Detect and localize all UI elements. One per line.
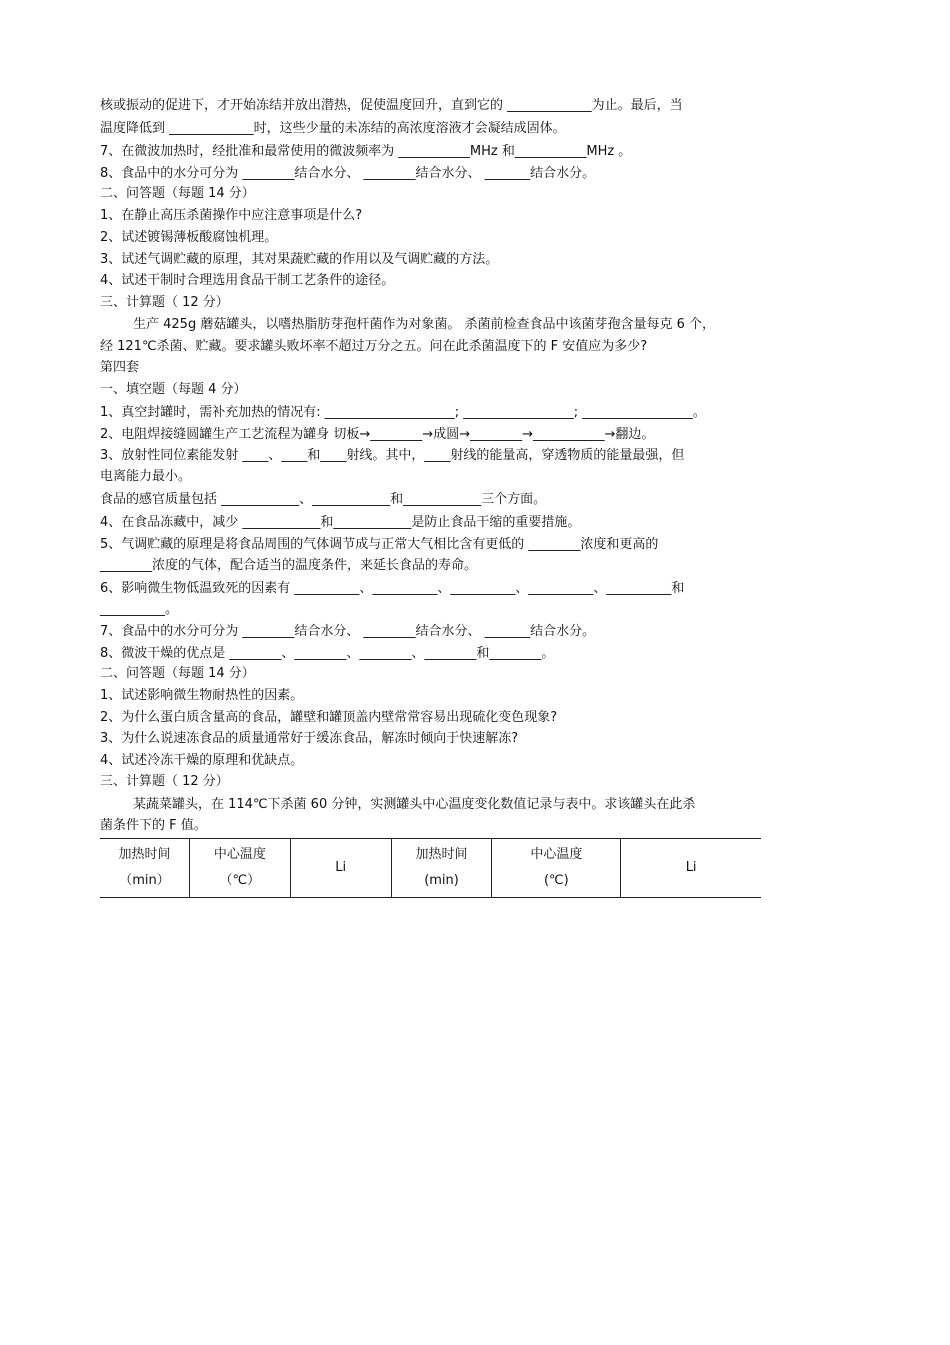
text-line: 7、在微波加热时，经批准和最常使用的微波频率为 ___________MHz 和___________MHz 。 — [100, 144, 632, 159]
problem-line: 经 121℃杀菌、贮藏。要求罐头败坏率不超过万分之五。问在此杀菌温度下的 F 安值应为多少? — [100, 339, 648, 354]
section-heading: 二、问答题（每题 14 分） — [100, 666, 255, 681]
problem-line: 某蔬菜罐头，在 114℃下杀菌 60 分钟，实测罐头中心温度变化数值记录与表中。求该罐头在此杀 — [133, 797, 696, 812]
text-line: 5、气调贮藏的原理是将食品周围的气体调节成与正常大气相比含有更低的 ________浓度和更高的 — [100, 537, 659, 552]
text-line: 7、食品中的水分可分为 ________结合水分、 ________结合水分、 _______结合水分。 — [100, 624, 596, 639]
set-title: 第四套 — [100, 360, 140, 375]
text-line: 温度降低到 _____________时，这些少量的未冻结的高浓度溶液才会凝结成固体。 — [100, 121, 566, 136]
question-line: 2、试述镀锡薄板酸腐蚀机理。 — [100, 230, 278, 245]
text-line: 2、电阻焊接缝圆罐生产工艺流程为罐身 切板→________→成圆→________→___________→翻边。 — [100, 427, 655, 442]
problem-line: 生产 425g 蘑菇罐头，以嗜热脂肪芽孢杆菌作为对象菌。 杀菌前检查食品中该菌芽孢含量每克 6 个， — [133, 317, 715, 332]
text-line: 8、微波干燥的优点是 ________、________、________、________和________。 — [100, 646, 555, 661]
table-header-cell: 中心温度 （℃） — [189, 839, 290, 898]
question-line: 3、为什么说速冻食品的质量通常好于缓冻食品，解冻时倾向于快速解冻? — [100, 731, 519, 746]
question-line: 4、试述干制时合理选用食品干制工艺条件的途径。 — [100, 273, 395, 288]
text-line: 食品的感官质量包括 ____________、____________和____________三个方面。 — [100, 492, 547, 507]
question-line: 4、试述冷冻干燥的原理和优缺点。 — [100, 753, 304, 768]
question-line: 2、为什么蛋白质含量高的食品，罐壁和罐顶盖内壁常常容易出现硫化变色现象? — [100, 710, 558, 725]
question-line: 1、试述影响微生物耐热性的因素。 — [100, 688, 304, 703]
section-heading: 三、计算题（ 12 分） — [100, 774, 229, 789]
section-heading: 三、计算题（ 12 分） — [100, 295, 229, 310]
data-table — [100, 838, 761, 898]
table-header-cell: Li — [621, 839, 761, 898]
table-header-cell: 加热时间 （min） — [100, 839, 189, 898]
table-header-cell: 加热时间 (min) — [391, 839, 492, 898]
section-heading: 一、填空题（每题 4 分） — [100, 382, 247, 397]
text-line: 6、影响微生物低温致死的因素有 __________、__________、__________、__________、__________和 — [100, 581, 685, 596]
table-header-cell: Li — [290, 839, 391, 898]
table-header-row — [100, 839, 761, 898]
text-line: 核或振动的促进下，才开始冻结并放出潜热，促使温度回升，直到它的 _____________为止。最后，当 — [100, 98, 683, 113]
text-line: 电离能力最小。 — [100, 469, 192, 484]
text-line: ________浓度的气体，配合适当的温度条件，来延长食品的寿命。 — [100, 558, 478, 573]
problem-line: 菌条件下的 F 值。 — [100, 818, 207, 833]
section-heading: 二、问答题（每题 14 分） — [100, 186, 255, 201]
question-line: 3、试述气调贮藏的原理，其对果蔬贮藏的作用以及气调贮藏的方法。 — [100, 252, 499, 267]
table-header-cell: 中心温度 (℃) — [492, 839, 621, 898]
question-line: 1、在静止高压杀菌操作中应注意事项是什么? — [100, 208, 363, 223]
text-line: 1、真空封罐时，需补充加热的情况有: ____________________; _________________; _________________。 — [100, 405, 706, 420]
text-line: 3、放射性同位素能发射 ____、____和____射线。其中，____射线的能量高，穿透物质的能量最强，但 — [100, 448, 685, 463]
text-line: 4、在食品冻藏中，减少 ____________和____________是防止食品干缩的重要措施。 — [100, 515, 581, 530]
text-line: __________。 — [100, 602, 179, 617]
text-line: 8、食品中的水分可分为 ________结合水分、 ________结合水分、 _______结合水分。 — [100, 166, 596, 181]
